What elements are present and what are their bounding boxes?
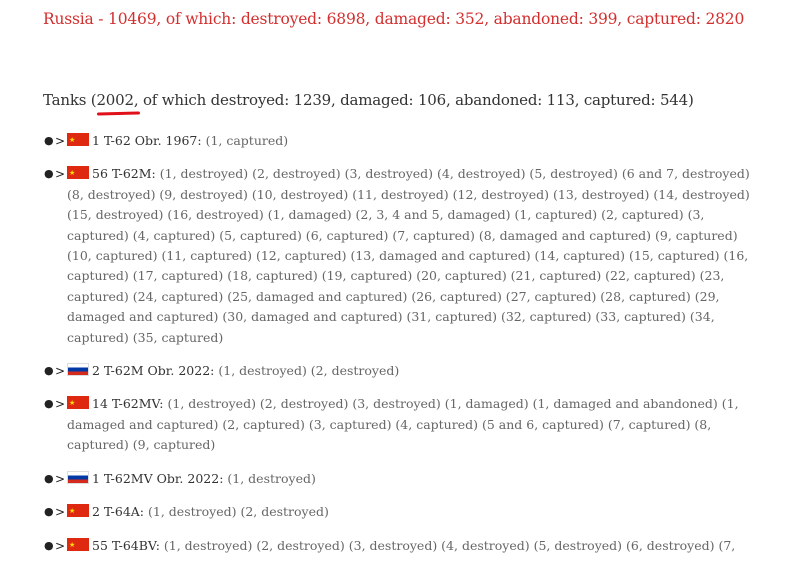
chevron-right-icon[interactable]: > — [55, 397, 66, 412]
russia-losses-headline: Russia - 10469, of which: destroyed: 6898, damaged: 352, abandoned: 399, captured: 2820 — [43, 10, 745, 28]
tanks-header-rest: of which destroyed: 1239, damaged: 106, abandoned: 113, captured: 544) — [138, 91, 694, 109]
list-item — [44, 502, 756, 522]
red-underline-annotation — [97, 111, 140, 115]
bullet-icon: ● — [44, 167, 54, 181]
flag-china-icon — [67, 133, 89, 146]
flag-china-icon — [67, 504, 89, 517]
chevron-right-icon[interactable]: > — [55, 134, 66, 148]
model-name: 1 T-62 Obr. 1967: — [92, 133, 202, 148]
loss-details[interactable]: (1, destroyed) (2, destroyed) (3, destroyed) (4, destroyed) (5, destroyed) (6, destroyed) (7, — [163, 537, 736, 553]
bullet-icon: ● — [44, 364, 54, 378]
tank-model-list — [44, 131, 756, 569]
list-item — [44, 536, 756, 556]
chevron-right-icon[interactable]: > — [55, 364, 66, 379]
loss-details[interactable]: (1, captured) — [205, 133, 289, 148]
bullet-icon: ● — [44, 397, 54, 411]
bullet-icon: ● — [44, 538, 54, 552]
list-item — [44, 164, 756, 348]
chevron-right-icon[interactable]: > — [55, 167, 66, 182]
flag-china-icon — [67, 396, 89, 409]
flag-russia-icon — [67, 471, 89, 484]
list-item — [44, 131, 756, 151]
model-name: 55 T-64BV: — [92, 537, 160, 553]
list-item — [44, 469, 756, 489]
loss-details[interactable]: (1, destroyed) (2, destroyed) (3, destroyed) (1, damaged) (1, damaged and abandoned) (1, damaged and captured) (2, captured) (3, captured) (4, captured) (5 and 6, captured) (7, captured) (8, captured) (9, captured) — [67, 396, 739, 453]
tanks-count-text: 2002, — [96, 91, 139, 109]
model-name: 2 T-62M Obr. 2022: — [92, 363, 215, 379]
list-item — [44, 394, 756, 455]
model-name: 2 T-64A: — [92, 504, 145, 520]
loss-details[interactable]: (1, destroyed) (2, destroyed) (3, destroyed) (4, destroyed) (5, destroyed) (6 and 7, destroyed) (8, destroyed) (9, destroyed) (10, destroyed) (11, destroyed) (12, destroyed) (13, destroyed) (14, destroyed) (15, destroyed) (16, destroyed) (1, damaged) (2, 3, 4 and 5, damaged) (1, captured) (2, captured) (3, captured) (4, captured) (5, captured) (6, captured) (7, captured) (8, damaged and captured) (9, captured) (10, captured) (11, captured) (12, captured) (13, damaged and captured) (14, captured) (15, captured) (16, captured) (17, captured) (18, captured) (19, captured) (20, captured) (21, captured) (22, captured) (23, captured) (24, captured) (25, damaged and captured) (26, captured) (27, captured) (28, captured) (29, damaged and captured) (30, damaged and captured) (31, captured) (32, captured) (33, captured) (34, captured) (35, captured) — [67, 166, 750, 345]
chevron-right-icon[interactable]: > — [55, 471, 66, 486]
tanks-count — [96, 91, 138, 109]
bullet-icon: ● — [44, 134, 54, 147]
tanks-category-header — [43, 91, 694, 109]
loss-details[interactable]: (1, destroyed) — [227, 470, 316, 486]
model-name: 14 T-62MV: — [92, 396, 164, 412]
tanks-header-prefix: Tanks ( — [43, 91, 97, 109]
chevron-right-icon[interactable]: > — [55, 538, 66, 553]
bullet-icon: ● — [44, 471, 54, 485]
bullet-icon: ● — [44, 505, 54, 519]
model-name: 1 T-62MV Obr. 2022: — [92, 470, 224, 486]
flag-russia-icon — [67, 363, 89, 376]
list-item — [44, 361, 756, 381]
model-name: 56 T-62M: — [92, 166, 156, 182]
chevron-right-icon[interactable]: > — [55, 505, 66, 520]
flag-china-icon — [67, 166, 89, 179]
flag-china-icon — [67, 538, 89, 551]
loss-details[interactable]: (1, destroyed) (2, destroyed) — [148, 504, 329, 520]
loss-details[interactable]: (1, destroyed) (2, destroyed) — [218, 363, 400, 379]
